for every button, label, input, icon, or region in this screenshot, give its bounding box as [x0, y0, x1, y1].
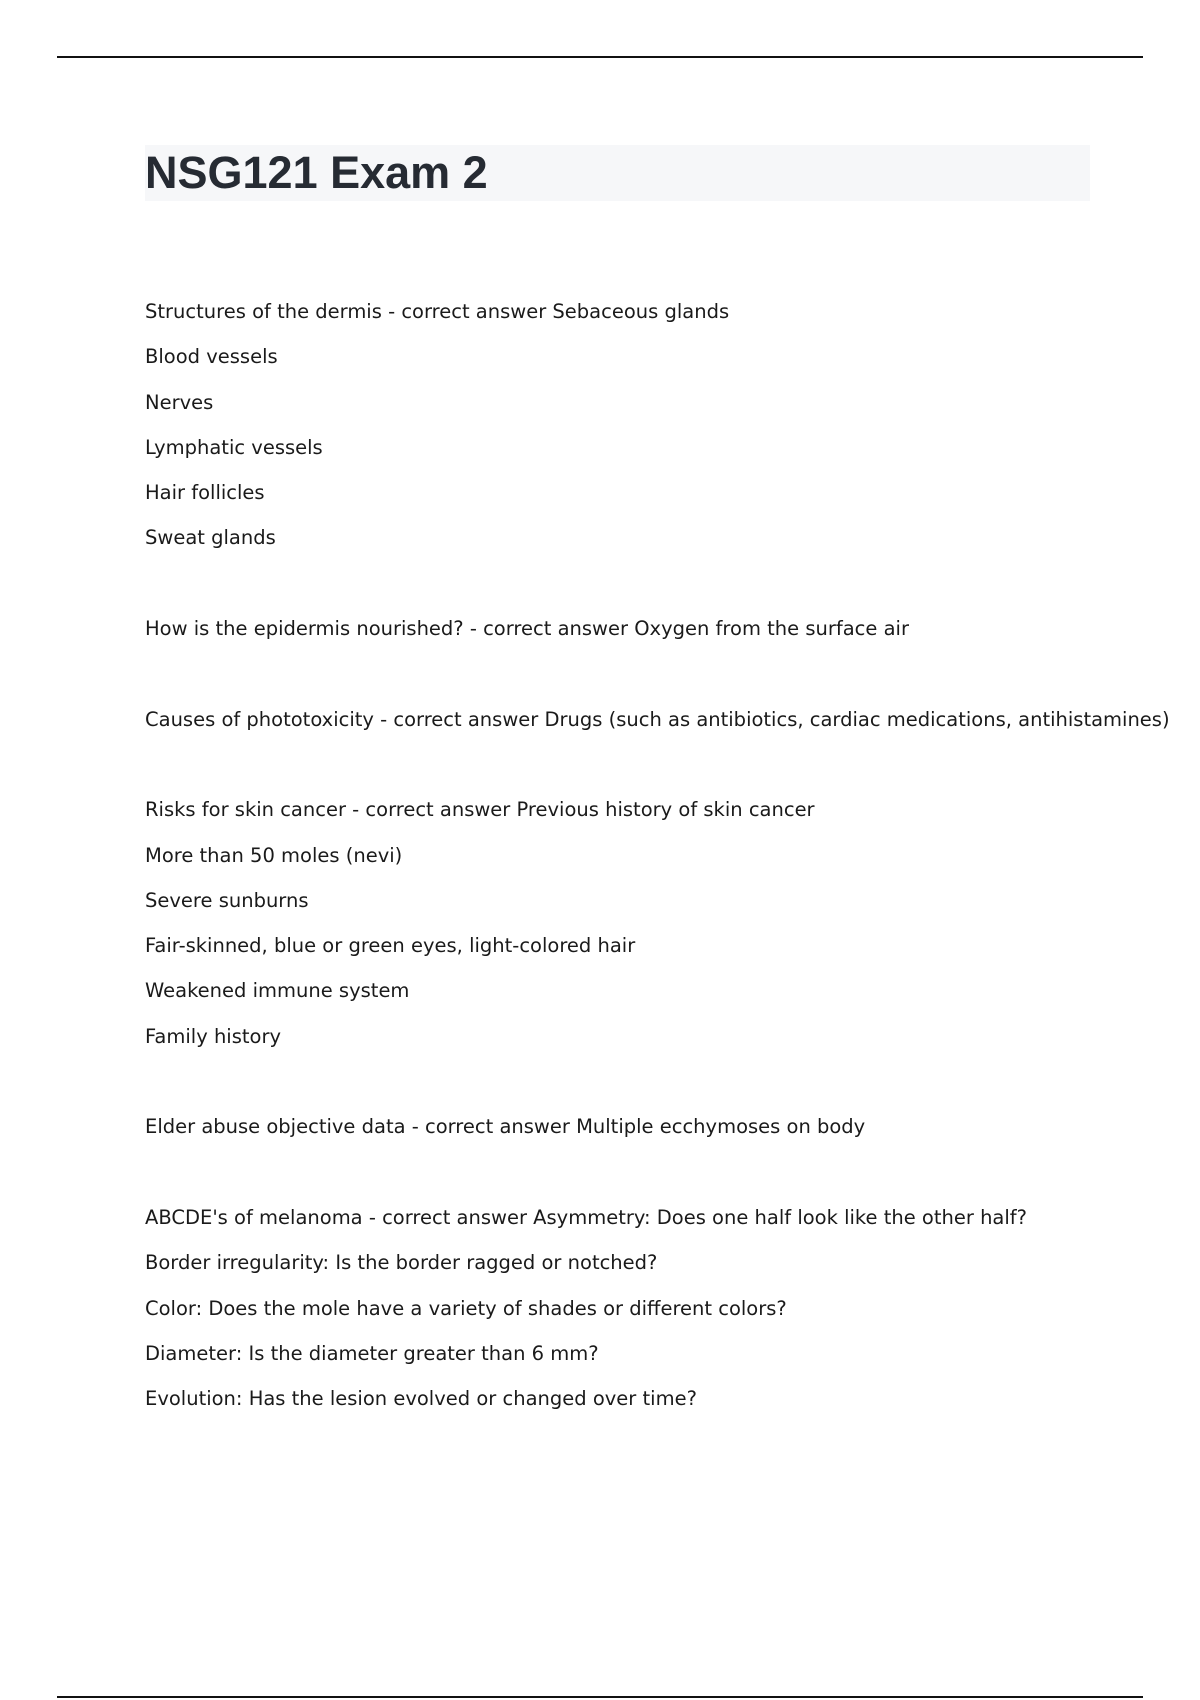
card-line: Nerves — [145, 390, 214, 414]
card-line: Blood vessels — [145, 345, 278, 369]
card-line: Diameter: Is the diameter greater than 6 mm? — [145, 1341, 599, 1365]
card-line: Structures of the dermis - correct answer Sebaceous glands — [145, 300, 730, 323]
flashcard — [145, 787, 1090, 1059]
card-line: Border irregularity: Is the border ragged or notched? — [145, 1251, 658, 1275]
card-line: Lymphatic vessels — [145, 435, 323, 459]
flashcard — [145, 1104, 1090, 1149]
card-separator — [145, 742, 1090, 787]
card-line: Fair-skinned, blue or green eyes, light-colored hair — [145, 934, 636, 958]
card-line: Sweat glands — [145, 526, 276, 550]
flashcard — [145, 606, 1090, 651]
card-line: Evolution: Has the lesion evolved or changed over time? — [145, 1387, 697, 1411]
card-line: Severe sunburns — [145, 888, 309, 912]
card-line: How is the epidermis nourished? - correct answer Oxygen from the surface air — [145, 617, 909, 641]
card-separator — [145, 561, 1090, 606]
flashcard-list — [145, 289, 1170, 1421]
card-line: Weakened immune system — [145, 979, 410, 1003]
card-separator — [145, 651, 1090, 696]
card-line: ABCDE's of melanoma - correct answer Asymmetry: Does one half look like the other half? — [145, 1205, 1028, 1229]
flashcard — [145, 289, 1090, 561]
page-title: NSG121 Exam 2 — [145, 147, 488, 198]
card-line: Elder abuse objective data - correct answer Multiple ecchymoses on body — [145, 1115, 866, 1139]
card-line: More than 50 moles (nevi) — [145, 843, 403, 867]
flashcard — [145, 697, 1170, 742]
card-line: Family history — [145, 1024, 282, 1048]
top-rule — [57, 56, 1143, 58]
card-separator — [145, 1150, 1090, 1195]
card-line: Risks for skin cancer - correct answer Previous history of skin cancer — [145, 798, 815, 822]
card-line: Color: Does the mole have a variety of shades or different colors? — [145, 1296, 787, 1320]
card-line: Hair follicles — [145, 481, 265, 505]
bottom-rule — [57, 1696, 1143, 1698]
card-line: Causes of phototoxicity - correct answer Drugs (such as antibiotics, cardiac medications, antihistamines) — [145, 707, 1170, 731]
flashcard — [145, 1195, 1090, 1421]
card-separator — [145, 1059, 1090, 1104]
